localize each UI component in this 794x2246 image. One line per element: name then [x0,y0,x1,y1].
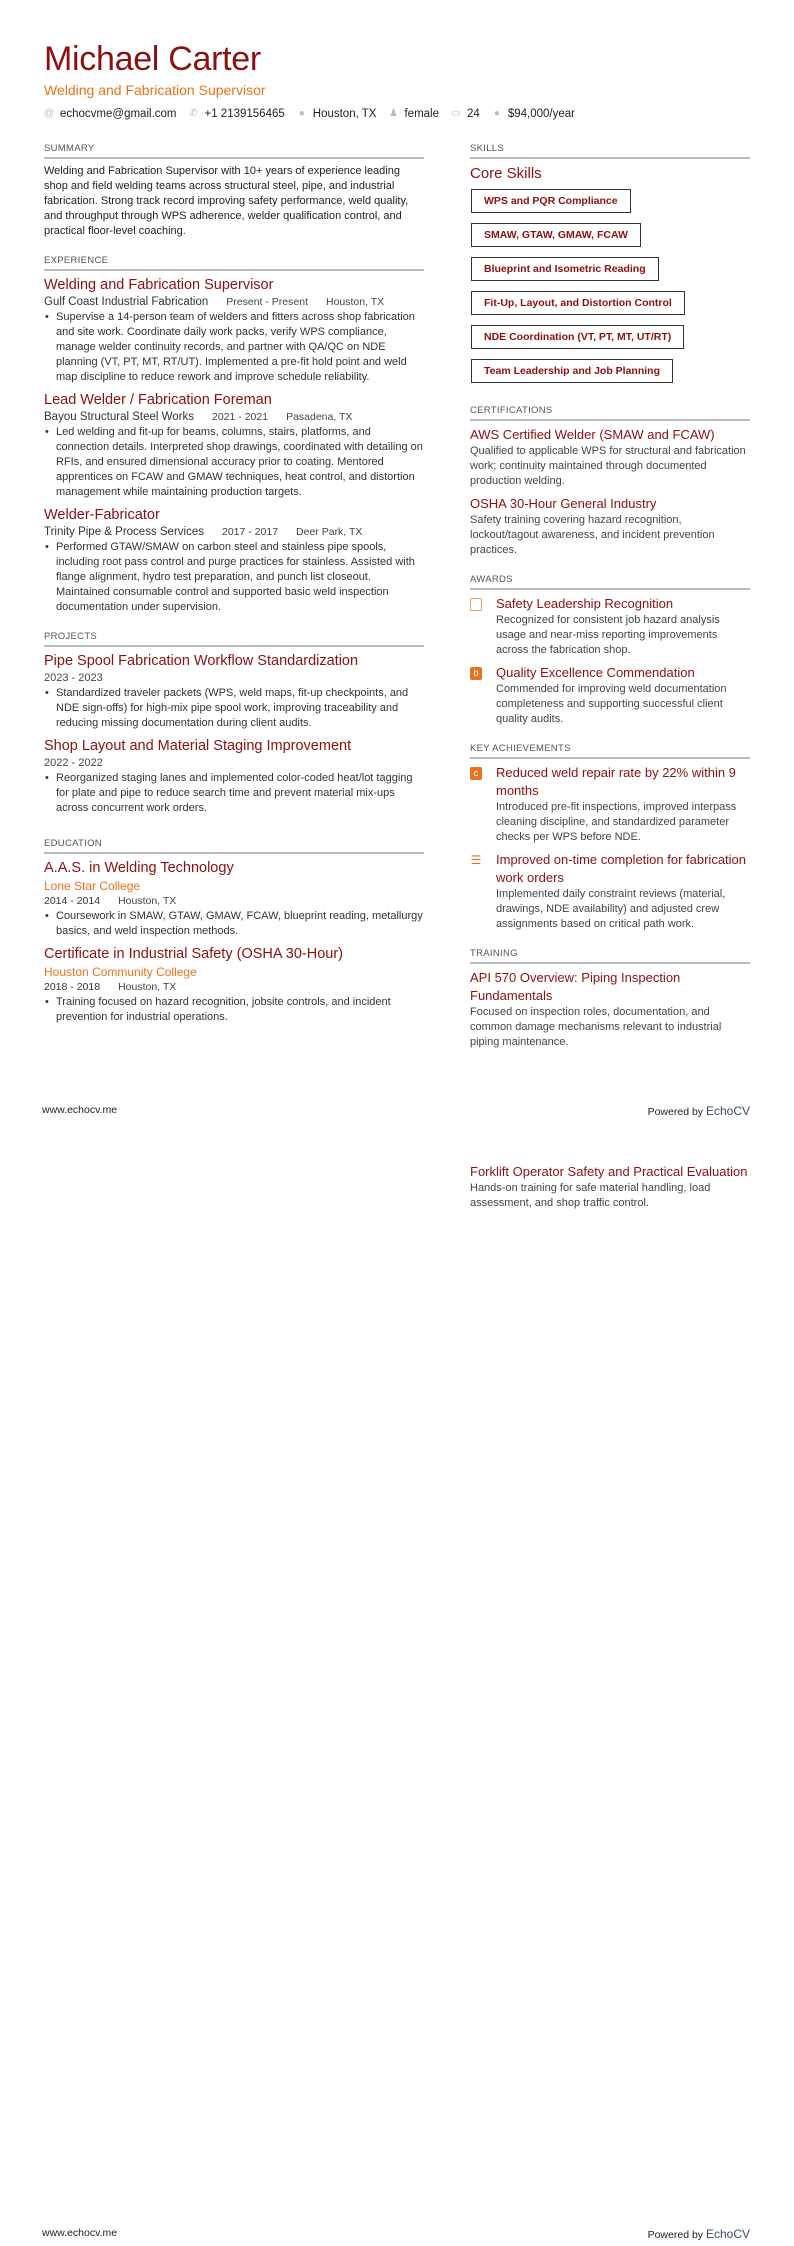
skills-section [470,143,750,389]
award-title: Safety Leadership Recognition [496,596,674,611]
powered-by-label: Powered by [647,2229,704,2241]
education-item [44,945,424,1025]
skill-tag: NDE Coordination (VT, PT, MT, UT/RT) [471,325,684,349]
dates: 2023 - 2023 [44,672,103,684]
candidate-name: Michael Carter [44,40,261,78]
education-item [44,859,424,939]
right-column [470,143,750,1066]
training-title: Forklift Operator Safety and Practical Evaluation [470,1164,748,1179]
brand-link[interactable]: EchoCV [705,1104,750,1118]
skill-tag: Fit-Up, Layout, and Distortion Control [471,291,685,315]
list-icon: ☰ [470,853,482,867]
project-item [44,737,424,816]
skill-tag: SMAW, GTAW, GMAW, FCAW [471,223,641,247]
email[interactable]: echocvme@gmail.com [60,108,177,120]
location: Pasadena, TX [286,411,353,423]
location: Houston, TX [312,108,377,120]
section-heading: TRAINING [470,948,750,964]
award-desc: Commended for improving weld documentation completeness and supporting successful client quality audits. [496,683,727,725]
salary: $94,000/year [507,108,575,120]
degree: A.A.S. in Welding Technology [44,860,234,876]
certification-title: AWS Certified Welder (SMAW and FCAW) [470,427,715,442]
document-award-icon: b [470,667,482,680]
brand-link[interactable]: EchoCV [705,2227,750,2241]
dates: 2018 - 2018 [44,981,101,993]
page-footer [42,1104,750,1118]
right-column-continued [470,1163,750,1217]
dollar-icon: ● [493,108,500,119]
section-heading: SUMMARY [44,143,424,159]
section-heading: EXPERIENCE [44,255,424,271]
dates: 2014 - 2014 [44,895,101,907]
company: Trinity Pipe & Process Services [44,526,204,538]
section-heading: PROJECTS [44,631,424,647]
section-heading: EDUCATION [44,838,424,854]
bullet: • Coursework in SMAW, GTAW, GMAW, FCAW, blueprint reading, metallurgy basics, and weld inspection methods. [44,909,424,939]
project-title: Pipe Spool Fabrication Workflow Standardization [44,653,359,669]
training-desc: Focused on inspection roles, documentation, and common damage mechanisms relevant to industrial piping maintenance. [470,1006,722,1048]
footer-site-link[interactable]: www.echocv.me [42,1104,118,1116]
company: Gulf Coast Industrial Fabrication [44,296,209,308]
location-icon: ● [298,108,305,119]
calendar-award-icon [470,598,482,611]
bullet: • Training focused on hazard recognition, jobsite controls, and incident prevention for industrial operations. [44,995,424,1025]
certification-title: OSHA 30-Hour General Industry [470,496,657,511]
powered-by-label: Powered by [647,1106,704,1118]
achievement-desc: Implemented daily constraint reviews (material, drawings, NDE availability) and adjusted crew assignments based on critical path work. [496,888,726,930]
gender: female [404,108,440,120]
project-item [44,652,424,731]
education-section [44,838,424,1025]
bullet: • Supervise a 14-person team of welders and fitters across shop fabrication and site work. Coordinate daily work packs, verify WPS compliance, manage welder continuity records, and partner with QA/QC on NDE planning (VT, PT, MT, RT/UT). Implemented a pre-fit hold point and weld map discipline to reduce rework and improve schedule reliability. [44,310,424,385]
calendar-icon: ▭ [451,108,461,119]
bullet: • Led welding and fit-up for beams, columns, stairs, platforms, and connection details. Interpreted shop drawings, coordinated with detailing on RFIs, and ensured dimensional accuracy prior to coating. Mentored apprentices on FCAW and GMAW techniques, heat control, and distortion management while maintaining production targets. [44,425,424,500]
dates: 2017 - 2017 [221,526,279,538]
page-2 [0,1123,794,2246]
experience-item [44,506,424,615]
candidate-title: Welding and Fabrication Supervisor [44,82,266,98]
bullet: • Reorganized staging lanes and implemented color-coded heat/lot tagging for plate and pipe to reduce search time and prevent material mix-ups across concurrent work orders. [44,771,424,816]
projects-section [44,631,424,816]
location: Houston, TX [118,895,177,907]
skill-tag: Team Leadership and Job Planning [471,359,673,383]
person-icon: ♟ [389,108,398,119]
phone-icon: ✆ [189,108,198,119]
location: Houston, TX [325,296,385,308]
achievement-title: Reduced weld repair rate by 22% within 9 months [496,765,736,798]
achievements-section [470,743,750,932]
dates: Present - Present [226,296,308,308]
training-title: API 570 Overview: Piping Inspection Fundamentals [470,970,681,1003]
section-heading: CERTIFICATIONS [470,405,750,421]
summary-text: Welding and Fabrication Supervisor with 10+ years of experience leading shop and field welding teams across structural steel, pipe, and industrial fabrication. Strong track record improving safety performance, weld quality, and throughput through WPS adherence, welder qualification control, and practical floor-level coaching. [44,165,409,237]
school: Lone Star College [44,879,141,893]
phone[interactable]: +1 2139156465 [204,108,285,120]
school: Houston Community College [44,965,197,979]
certification-desc: Qualified to applicable WPS for structural and fabrication work; continuity maintained through documented production welding. [470,445,746,487]
achievement-title: Improved on-time completion for fabrication work orders [496,852,747,885]
experience-item [44,276,424,385]
project-title: Shop Layout and Material Staging Improvement [44,738,352,754]
summary-section [44,143,424,239]
bullet: • Standardized traveler packets (WPS, weld maps, fit-up checkpoints, and NDE sign-offs) for high-mix pipe spool work, improving traceability and reducing missing documentation during client audits. [44,686,424,731]
training-desc: Hands-on training for safe material handling, load assessment, and shop traffic control. [470,1182,711,1209]
award-desc: Recognized for consistent job hazard analysis usage and near-miss reporting improvements across the fabrication shop. [496,614,720,656]
location: Houston, TX [118,981,177,993]
footer-site-link[interactable]: www.echocv.me [42,2227,118,2239]
section-heading: SKILLS [470,143,750,159]
at-icon: @ [44,108,55,119]
training-section [470,948,750,1050]
location: Deer Park, TX [296,526,363,538]
skill-group-title: Core Skills [470,165,542,182]
certifications-section [470,405,750,558]
experience-section [44,255,424,615]
job-role: Welding and Fabrication Supervisor [44,277,274,293]
dates: 2022 - 2022 [44,757,103,769]
dates: 2021 - 2021 [212,411,269,423]
document-icon: c [470,767,482,780]
section-heading: AWARDS [470,574,750,590]
page-footer [42,2227,750,2241]
certification-desc: Safety training covering hazard recognition, lockout/tagout awareness, and incident prevention practices. [470,514,715,556]
awards-section [470,574,750,727]
section-heading: KEY ACHIEVEMENTS [470,743,750,759]
degree: Certificate in Industrial Safety (OSHA 30-Hour) [44,946,343,962]
left-column [44,143,424,1041]
company: Bayou Structural Steel Works [44,411,194,423]
award-title: Quality Excellence Commendation [496,665,695,680]
skill-tag: WPS and PQR Compliance [471,189,631,213]
contact-row [44,108,575,120]
experience-item [44,391,424,500]
achievement-desc: Introduced pre-fit inspections, improved interpass cleaning discipline, and standardized parameter checks per WPS before NDE. [496,801,737,843]
job-role: Welder-Fabricator [44,507,160,523]
age: 24 [467,108,480,120]
skill-tag: Blueprint and Isometric Reading [471,257,659,281]
job-role: Lead Welder / Fabrication Foreman [44,392,272,408]
bullet: • Performed GTAW/SMAW on carbon steel and stainless pipe spools, including root pass control and purge practices for stainless. Assisted with flange alignment, hydro test preparation, and punch list closeout. Maintained consumable control and supported basic weld inspection documentation under supervision. [44,540,424,615]
